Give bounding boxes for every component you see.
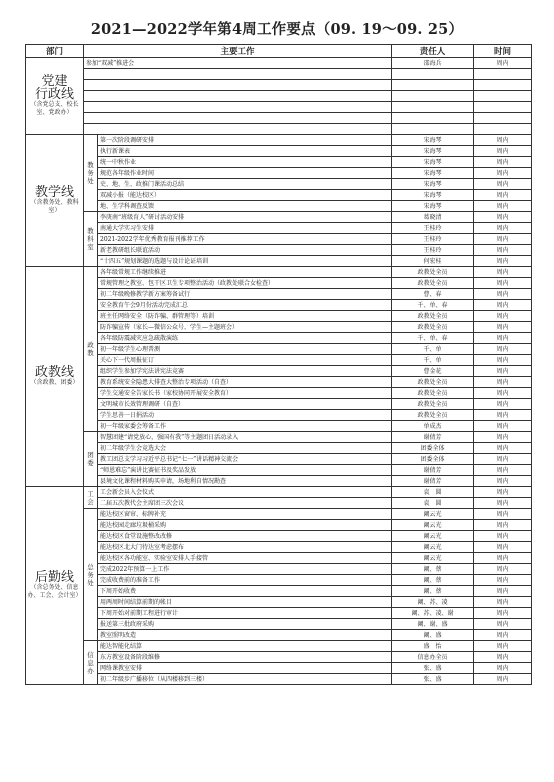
department-note: （含教务处、教科室）: [30, 199, 79, 214]
task-cell: 用两周时间结算前期的帐目: [98, 597, 392, 608]
sub-department-cell: 工会: [84, 487, 98, 509]
table-row: [26, 267, 532, 278]
table-row: [26, 311, 532, 322]
task-cell: [84, 102, 392, 113]
table-row: [26, 619, 532, 630]
time-cell: 周内: [474, 267, 532, 278]
task-cell: 初一年级学生心理普测: [98, 344, 392, 355]
table-row: [26, 245, 532, 256]
time-cell: 周内: [474, 245, 532, 256]
time-cell: 周内: [474, 157, 532, 168]
time-cell: 周内: [474, 531, 532, 542]
table-row: [26, 641, 532, 652]
table-row: [26, 377, 532, 388]
table-row: [26, 575, 532, 586]
table-row: [26, 597, 532, 608]
owner-cell: 阚、盛: [392, 630, 474, 641]
table-row: [26, 333, 532, 344]
task-cell: 新老教研组长联谊活动: [98, 245, 392, 256]
table-row: [26, 322, 532, 333]
task-cell: [84, 69, 392, 80]
department-name: 后勤线: [34, 570, 74, 585]
task-cell: [84, 80, 392, 91]
owner-cell: 宋海琴: [392, 157, 474, 168]
owner-cell: 政教处全员: [392, 278, 474, 289]
time-cell: 周内: [474, 443, 532, 454]
task-cell: 能达校区北大门待达室考虑摆布: [98, 542, 392, 553]
table-row: [26, 674, 532, 685]
time-cell: 周内: [474, 487, 532, 498]
table-row: [26, 355, 532, 366]
owner-cell: 政教处全员: [392, 399, 474, 410]
time-cell: 周内: [474, 619, 532, 630]
task-cell: “十四五”规划课题的选题与设计论证培训: [98, 256, 392, 267]
table-row: [26, 201, 532, 212]
time-cell: 周内: [474, 432, 532, 443]
department-note: （含总务处、信息办、工会、会计室）: [27, 584, 82, 599]
department-cell: [26, 267, 84, 487]
task-cell: 下周开始收费: [98, 586, 392, 597]
owner-cell: 政教处全员: [392, 410, 474, 421]
time-cell: 周内: [474, 630, 532, 641]
task-cell: 规范各年级作业时间: [98, 168, 392, 179]
time-cell: 周内: [474, 322, 532, 333]
owner-cell: 王桂玲: [392, 223, 474, 234]
task-cell: 二届五次教代会主席团三次会议: [98, 498, 392, 509]
time-cell: 周内: [474, 641, 532, 652]
department-note: （含党总支、校长室、党政办）: [30, 101, 79, 116]
time-cell: 周内: [474, 388, 532, 399]
owner-cell: 阚、蔡: [392, 564, 474, 575]
time-cell: 周内: [474, 674, 532, 685]
table-row: [26, 91, 532, 102]
owner-cell: 阚云光: [392, 553, 474, 564]
time-cell: 周内: [474, 652, 532, 663]
task-cell: 能达校园走廊垃圾桶采购: [98, 520, 392, 531]
task-cell: 能达校区食堂设施整改改修: [98, 531, 392, 542]
owner-cell: 曹、春: [392, 289, 474, 300]
time-cell: 周内: [474, 190, 532, 201]
owner-cell: 阚云光: [392, 542, 474, 553]
department-cell: [26, 135, 84, 267]
owner-cell: [392, 102, 474, 113]
owner-cell: 宋海琴: [392, 190, 474, 201]
time-cell: 周内: [474, 542, 532, 553]
task-cell: 能达智能化结算: [98, 641, 392, 652]
sub-department-cell: 教务处: [84, 135, 98, 212]
table-row: [26, 234, 532, 245]
task-cell: 初一年级家委会筹备工作: [98, 421, 392, 432]
table-row: [26, 135, 532, 146]
table-row: [26, 146, 532, 157]
table-row: [26, 278, 532, 289]
table-row: [26, 421, 532, 432]
time-cell: 周内: [474, 575, 532, 586]
time-cell: 周内: [474, 399, 532, 410]
task-cell: 学生交通安全告家长书（家校协同开展安全教育）: [98, 388, 392, 399]
table-row: [26, 300, 532, 311]
owner-cell: [392, 80, 474, 91]
task-cell: 地、生学科调查反馈: [98, 201, 392, 212]
owner-cell: 曹金花: [392, 366, 474, 377]
table-row: [26, 388, 532, 399]
task-cell: 统一中秋作业: [98, 157, 392, 168]
task-cell: 教育系统安全隐患大排查大整治专项活动（自查）: [98, 377, 392, 388]
task-cell: 文明城市长效管理调研（自查）: [98, 399, 392, 410]
owner-cell: 千、单、春: [392, 333, 474, 344]
task-cell: 李庚南“班级育人”研讨活动安排: [98, 212, 392, 223]
task-cell: 双减小报（能达校区）: [98, 190, 392, 201]
time-cell: 周内: [474, 608, 532, 619]
owner-cell: 政教处全员: [392, 267, 474, 278]
owner-cell: 宋海琴: [392, 201, 474, 212]
table-row: [26, 454, 532, 465]
time-cell: [474, 124, 532, 135]
sub-department-cell: 团委: [84, 432, 98, 487]
owner-cell: 谢倩芳: [392, 465, 474, 476]
owner-cell: 袁 圆: [392, 487, 474, 498]
table-row: [26, 223, 532, 234]
task-cell: 完成2022年预算一上工作: [98, 564, 392, 575]
time-cell: 周内: [474, 586, 532, 597]
time-cell: 周内: [474, 135, 532, 146]
owner-cell: [392, 91, 474, 102]
table-row: [26, 344, 532, 355]
owner-cell: 政教处全员: [392, 388, 474, 399]
task-cell: 能达校区各功能室、实验室安排人手接管: [98, 553, 392, 564]
time-cell: 周内: [474, 146, 532, 157]
table-row: [26, 476, 532, 487]
table-row: [26, 124, 532, 135]
table-row: [26, 520, 532, 531]
owner-cell: 阚云光: [392, 531, 474, 542]
owner-cell: 信息办全员: [392, 652, 474, 663]
task-cell: [84, 124, 392, 135]
time-cell: 周内: [474, 421, 532, 432]
task-cell: 教室照明改造: [98, 630, 392, 641]
table-row: [26, 553, 532, 564]
time-cell: 周内: [474, 179, 532, 190]
table-row: [26, 498, 532, 509]
task-cell: 县境文化课程材料购买申请，场地利自情况勘查: [98, 476, 392, 487]
task-cell: 初二年级晚修教学新方案筹备试行: [98, 289, 392, 300]
header-time: 时间: [474, 45, 532, 58]
table-row: [26, 113, 532, 124]
task-cell: 各年级防震减灾应急疏散演练: [98, 333, 392, 344]
header-task: 主要工作: [84, 45, 392, 58]
header-dept: 部门: [26, 45, 84, 58]
table-row: [26, 564, 532, 575]
table-row: [26, 509, 532, 520]
owner-cell: 葛晓清: [392, 212, 474, 223]
owner-cell: 张、盛: [392, 663, 474, 674]
table-row: [26, 157, 532, 168]
owner-cell: 何宏桂: [392, 256, 474, 267]
owner-cell: 谢倩芳: [392, 432, 474, 443]
time-cell: 周内: [474, 311, 532, 322]
task-cell: “师恩难忘”演讲比赛征书及奖品发放: [98, 465, 392, 476]
table-row: [26, 443, 532, 454]
time-cell: 周内: [474, 223, 532, 234]
task-cell: 班主任网络安全（防诈骗、群管理等）培训: [98, 311, 392, 322]
owner-cell: 王桂玲: [392, 234, 474, 245]
owner-cell: 阚、苏、凌: [392, 597, 474, 608]
time-cell: [474, 102, 532, 113]
owner-cell: 宋海琴: [392, 179, 474, 190]
task-cell: 初二年级学生会竞选大会: [98, 443, 392, 454]
table-header-row: [26, 45, 532, 58]
table-row: [26, 663, 532, 674]
owner-cell: [392, 69, 474, 80]
task-cell: 初二年级步广播移位（从四楼移到三楼）: [98, 674, 392, 685]
time-cell: 周内: [474, 333, 532, 344]
task-cell: 工会新会员入会仪式: [98, 487, 392, 498]
owner-cell: 政教处全员: [392, 377, 474, 388]
table-row: [26, 190, 532, 201]
owner-cell: 阚、谢、盛: [392, 619, 474, 630]
sub-department-cell: 政教: [84, 267, 98, 432]
task-cell: 关心下一代周报征订: [98, 355, 392, 366]
time-cell: 周内: [474, 564, 532, 575]
task-cell: [84, 91, 392, 102]
owner-cell: 阚云光: [392, 520, 474, 531]
owner-cell: 千、单、春: [392, 300, 474, 311]
time-cell: 周内: [474, 454, 532, 465]
time-cell: 周内: [474, 498, 532, 509]
owner-cell: 政教处全员: [392, 311, 474, 322]
owner-cell: 袁 圆: [392, 498, 474, 509]
task-cell: 史、地、生、政推门课活动总结: [98, 179, 392, 190]
table-row: [26, 542, 532, 553]
work-plan-table: [25, 44, 532, 685]
time-cell: 周内: [474, 465, 532, 476]
owner-cell: [392, 113, 474, 124]
table-row: [26, 487, 532, 498]
table-row: [26, 69, 532, 80]
owner-cell: 盛 怡: [392, 641, 474, 652]
task-cell: 各年级常规工作继续推进: [98, 267, 392, 278]
table-row: [26, 531, 532, 542]
owner-cell: 宋海琴: [392, 168, 474, 179]
time-cell: 周内: [474, 476, 532, 487]
owner-cell: 千、单: [392, 344, 474, 355]
time-cell: 周内: [474, 234, 532, 245]
owner-cell: 阚、蔡: [392, 586, 474, 597]
table-row: [26, 399, 532, 410]
department-cell: [26, 58, 84, 135]
table-row: [26, 586, 532, 597]
table-row: [26, 410, 532, 421]
table-row: [26, 58, 532, 69]
time-cell: 周内: [474, 300, 532, 311]
time-cell: 周内: [474, 597, 532, 608]
sub-department-cell: 教科室: [84, 212, 98, 267]
owner-cell: 团委全体: [392, 443, 474, 454]
time-cell: 周内: [474, 168, 532, 179]
table-row: [26, 102, 532, 113]
owner-cell: 宋海琴: [392, 146, 474, 157]
department-name: 政教线: [34, 365, 74, 380]
owner-cell: 阚云光: [392, 509, 474, 520]
time-cell: 周内: [474, 201, 532, 212]
time-cell: 周内: [474, 509, 532, 520]
time-cell: 周内: [474, 289, 532, 300]
sub-department-cell: 信息办: [84, 641, 98, 685]
time-cell: [474, 113, 532, 124]
time-cell: [474, 91, 532, 102]
task-cell: 安全教育午会9月份活动完成汇总: [98, 300, 392, 311]
task-cell: 第一次阶段调研安排: [98, 135, 392, 146]
table-row: [26, 366, 532, 377]
owner-cell: 千、单: [392, 355, 474, 366]
time-cell: 周内: [474, 58, 532, 69]
task-cell: 学生思善一日捐活动: [98, 410, 392, 421]
task-cell: 智慧团建“请党放心，强国有我”等主题团日活动录入: [98, 432, 392, 443]
task-cell: 2021-2022学年优秀教育报刊推荐工作: [98, 234, 392, 245]
task-cell: 参加“双减”推进会: [84, 58, 392, 69]
department-note: （含政教、团委）: [30, 379, 79, 386]
table-row: [26, 630, 532, 641]
task-cell: 防诈骗宣传（家长—微信公众号、学生—主题班会）: [98, 322, 392, 333]
task-cell: 能达校区窗帘、标牌补充: [98, 509, 392, 520]
owner-cell: 阚、蔡: [392, 575, 474, 586]
time-cell: 周内: [474, 344, 532, 355]
time-cell: 周内: [474, 520, 532, 531]
time-cell: [474, 80, 532, 91]
owner-cell: 单成杰: [392, 421, 474, 432]
owner-cell: 政教处全员: [392, 322, 474, 333]
owner-cell: 阚、苏、凌、谢: [392, 608, 474, 619]
time-cell: [474, 69, 532, 80]
owner-cell: 谢倩芳: [392, 476, 474, 487]
owner-cell: 王桂玲: [392, 245, 474, 256]
table-row: [26, 465, 532, 476]
task-cell: [84, 113, 392, 124]
task-cell: 完成收费前的准备工作: [98, 575, 392, 586]
table-row: [26, 212, 532, 223]
task-cell: 网络课教室安排: [98, 663, 392, 674]
time-cell: 周内: [474, 663, 532, 674]
task-cell: 南通大学实习生安排: [98, 223, 392, 234]
owner-cell: 宋海琴: [392, 135, 474, 146]
table-row: [26, 289, 532, 300]
task-cell: 组织学生参加学宪法讲宪法竞赛: [98, 366, 392, 377]
time-cell: 周内: [474, 366, 532, 377]
table-row: [26, 80, 532, 91]
table-row: [26, 179, 532, 190]
time-cell: 周内: [474, 212, 532, 223]
table-row: [26, 608, 532, 619]
task-cell: 执行新课表: [98, 146, 392, 157]
department-name: 教学线: [34, 185, 74, 200]
owner-cell: 团委全体: [392, 454, 474, 465]
time-cell: 周内: [474, 553, 532, 564]
time-cell: 周内: [474, 256, 532, 267]
task-cell: 东方教室设备阶段维修: [98, 652, 392, 663]
header-owner: 责任人: [392, 45, 474, 58]
task-cell: 教工团总支学习习近平总书记“七一”讲话精神交流会: [98, 454, 392, 465]
owner-cell: [392, 124, 474, 135]
department-name: 党建 行政线: [34, 74, 74, 102]
time-cell: 周内: [474, 377, 532, 388]
owner-cell: 邵海兵: [392, 58, 474, 69]
table-row: [26, 652, 532, 663]
task-cell: 常规管理之教室、包干区卫生专项整治活动（政教处联合女检查）: [98, 278, 392, 289]
table-row: [26, 256, 532, 267]
time-cell: 周内: [474, 355, 532, 366]
time-cell: 周内: [474, 410, 532, 421]
task-cell: 下周开始对前期工程进行审计: [98, 608, 392, 619]
page-title: 2021—2022学年第4周工作要点（09. 19～09. 25）: [90, 21, 464, 38]
department-cell: [26, 487, 84, 685]
task-cell: 报送第三批政府采购: [98, 619, 392, 630]
time-cell: 周内: [474, 278, 532, 289]
table-row: [26, 168, 532, 179]
table-row: [26, 432, 532, 443]
owner-cell: 张、盛: [392, 674, 474, 685]
sub-department-cell: 总务处: [84, 509, 98, 641]
